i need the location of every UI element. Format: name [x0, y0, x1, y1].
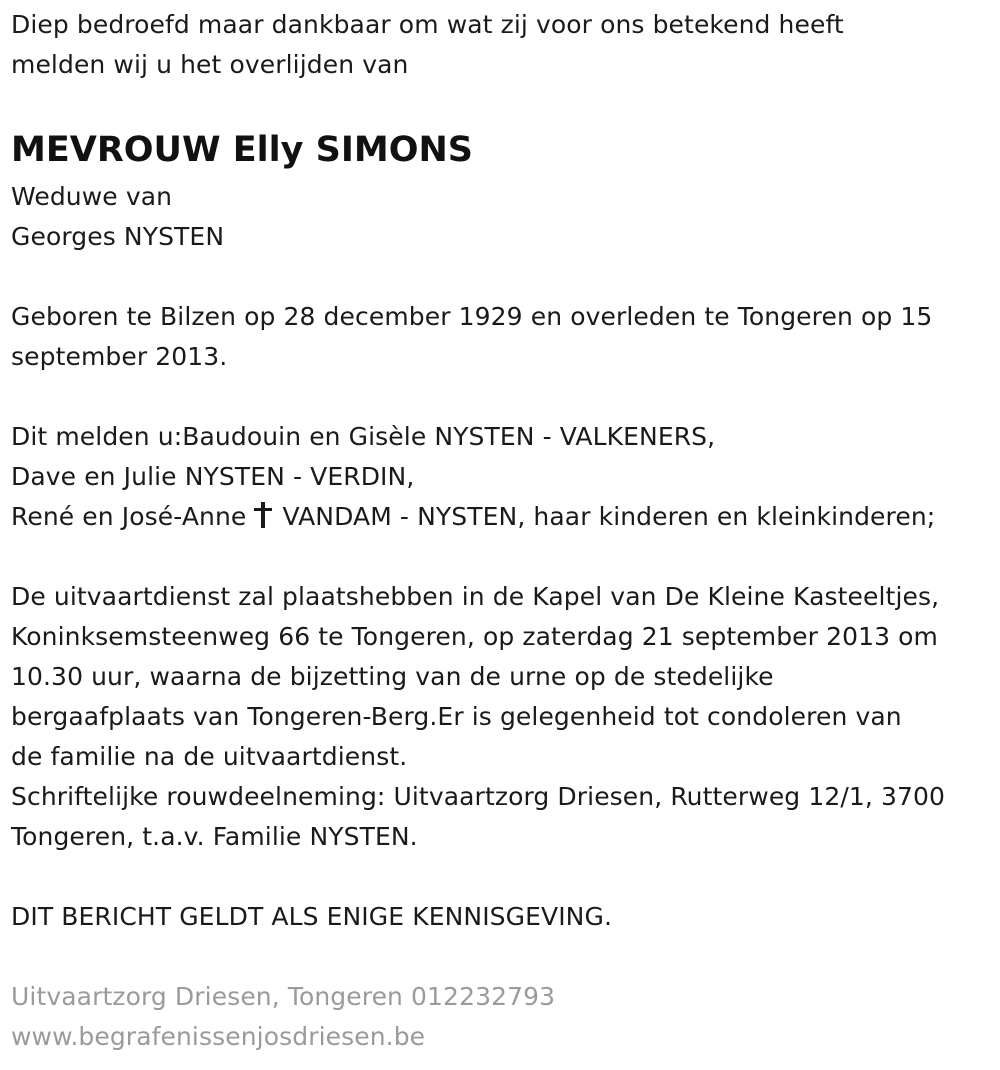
spouse-name: Georges NYSTEN [11, 222, 225, 251]
service-line-6: Schriftelijke rouwdeelneming: Uitvaartzorg Driesen, Rutterweg 12/1, 3700 [11, 782, 945, 811]
notice-line: DIT BERICHT GELDT ALS ENIGE KENNISGEVING. [11, 902, 612, 931]
website-line: www.begrafenissenjosdriesen.be [11, 1022, 426, 1051]
family-line-3-end: VANDAM - NYSTEN, haar kinderen en kleinkinderen; [274, 502, 936, 531]
service-line-4: bergaafplaats van Tongeren-Berg.Er is gelegenheid tot condoleren van [11, 702, 902, 731]
birth-death-line-2: september 2013. [11, 342, 228, 371]
service-line-3: 10.30 uur, waarna de bijzetting van de urne op de stedelijke [11, 662, 774, 691]
service-line-1: De uitvaartdienst zal plaatshebben in de Kapel van De Kleine Kasteeltjes, [11, 582, 940, 611]
spacer [11, 857, 996, 897]
family-line-1: Dit melden u:Baudouin en Gisèle NYSTEN - VALKENERS, [11, 422, 716, 451]
funeral-home-line: Uitvaartzorg Driesen, Tongeren 012232793 [11, 982, 556, 1011]
intro-line-2: melden wij u het overlijden van [11, 50, 409, 79]
obituary-notice [11, 5, 996, 1057]
family-line-3-start: René en José-Anne [11, 502, 255, 531]
service-line-5: de familie na de uitvaartdienst. [11, 742, 408, 771]
spacer [11, 937, 996, 977]
spacer [11, 257, 996, 297]
deceased-name: MEVROUW Elly SIMONS [11, 130, 473, 170]
spacer [11, 537, 996, 577]
family-line-3 [11, 497, 996, 537]
family-line-2: Dave en Julie NYSTEN - VERDIN, [11, 462, 415, 491]
spacer [11, 377, 996, 417]
birth-death-line-1: Geboren te Bilzen op 28 december 1929 en overleden te Tongeren op 15 [11, 302, 933, 331]
service-line-7: Tongeren, t.a.v. Familie NYSTEN. [11, 822, 418, 851]
relation-label: Weduwe van [11, 182, 173, 211]
latin-cross-icon [254, 502, 272, 528]
service-line-2: Koninksemsteenweg 66 te Tongeren, op zaterdag 21 september 2013 om [11, 622, 938, 651]
intro-line-1: Diep bedroefd maar dankbaar om wat zij voor ons betekend heeft [11, 10, 844, 39]
